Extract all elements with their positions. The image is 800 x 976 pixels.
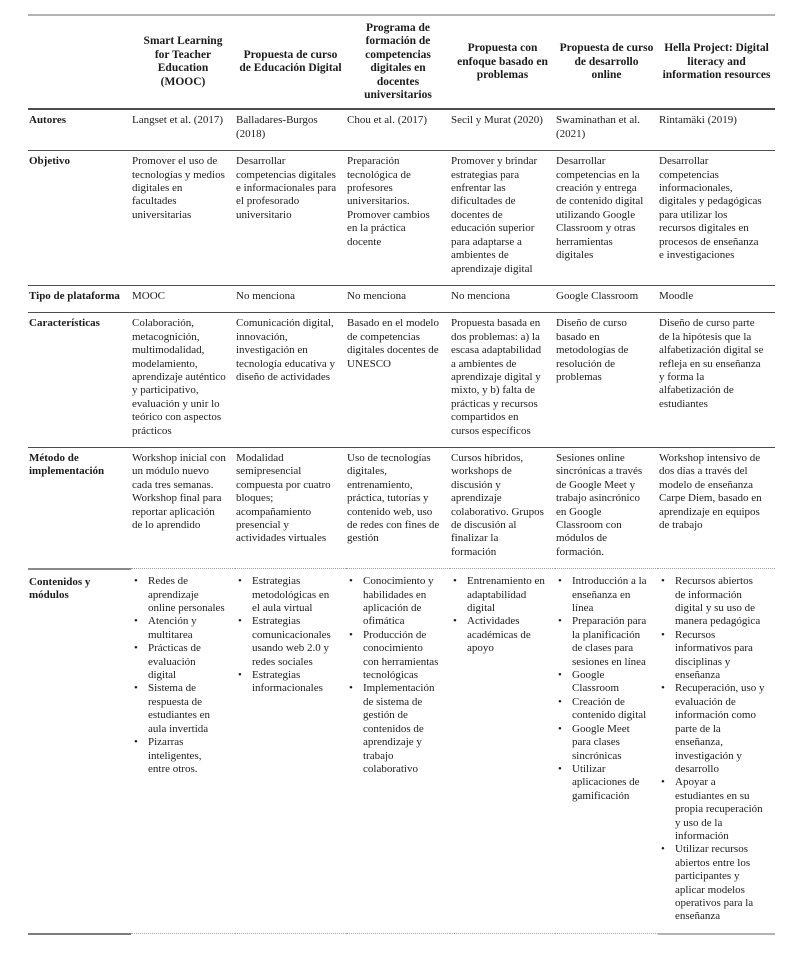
list-item: • Google Meet para clases sincrónicas [558, 722, 630, 762]
list-item: • Preparación para la planificación de clases para sesiones en línea [558, 615, 647, 668]
table-cell: Balladares-Burgos (2018) [236, 114, 318, 140]
bullet-marker: • [349, 575, 353, 588]
bullet-marker: • [453, 615, 457, 628]
bullet-marker: • [558, 762, 562, 775]
list-item: • Recursos informativos para disciplinas y enseñanza [661, 628, 753, 682]
list-item: • Estrategias informacionales [238, 669, 323, 695]
table-cell: Promover y brindar estrategias para enfrentar las dificultades de docentes de educación superior para adaptarse a ambientes de aprendizaje digital [450, 151, 555, 286]
table-row-autores [28, 109, 775, 150]
column-header-empty [28, 15, 131, 109]
table-cell: Propuesta basada en dos problemas: a) la escasa adaptabilidad a ambientes de aprendizaje digital y mixto, y b) falta de prácticas y recursos compartidos en cursos específicos [450, 313, 555, 448]
bullet-marker: • [661, 575, 665, 588]
list-item: • Prácticas de evaluación digital [134, 642, 201, 682]
table-cell: Cursos híbridos, workshops de discusión y aprendizaje colaborativo. Grupos de discusión al finalizar la formación [450, 447, 555, 568]
bullet-marker: • [558, 722, 562, 735]
list-item: • Utilizar recursos abiertos entre los participantes y aplicar modelos operativos para la enseñanza [661, 843, 754, 923]
table-header-row [28, 15, 775, 109]
bullet-marker: • [134, 575, 138, 588]
table-cell [131, 569, 235, 934]
table-cell: Secil y Murat (2020) [451, 114, 543, 127]
bullet-marker: • [661, 843, 665, 856]
comparison-table [28, 14, 775, 935]
bullet-marker: • [661, 776, 665, 789]
bullet-marker: • [134, 736, 138, 749]
list-item: • Actividades académicas de apoyo [453, 615, 531, 655]
row-label-tipo-plataforma: Tipo de plataforma [28, 285, 131, 312]
bullet-marker: • [349, 628, 353, 641]
list-item: • Creación de contenido digital [558, 695, 647, 722]
table-cell: Workshop inicial con un módulo nuevo cada tres semanas. Workshop final para reportar aplicación de lo aprendido [131, 447, 235, 568]
table-cell [450, 569, 555, 934]
table-cell: Langset et al. (2017) [132, 114, 224, 127]
list-item: • Implementación de sistema de gestión de contenidos de aprendizaje y trabajo colaborativo [349, 682, 435, 775]
table-cell: Basado en el modelo de competencias digitales docentes de UNESCO [346, 313, 450, 448]
row-label-metodo-implementacion: Método de implementación [28, 447, 131, 568]
list-item: • Conocimiento y habilidades en aplicación de ofimática [349, 575, 434, 628]
list-item: • Recuperación, uso y evaluación de información como parte de la enseñanza, investigación y desarrollo [661, 682, 765, 775]
table-row-contenidos-modulos [28, 569, 775, 934]
table-cell: MOOC [131, 285, 235, 312]
list-item: • Pizarras inteligentes, entre otros. [134, 736, 202, 775]
list-item: • Sistema de respuesta de estudiantes en aula invertida [134, 682, 211, 735]
table-cell: No menciona [450, 285, 555, 312]
list-item: • Utilizar aplicaciones de gamificación [558, 762, 640, 802]
column-header-programa-formacion: Programa de formación de competencias digitales en docentes universitarios [346, 15, 450, 109]
bullet-marker: • [134, 615, 138, 628]
column-header-enfoque-problemas: Propuesta con enfoque basado en problemas [450, 15, 555, 109]
column-header-desarrollo-online: Propuesta de curso de desarrollo online [555, 15, 658, 109]
list-item: • Entrenamiento en adaptabilidad digital [453, 575, 545, 615]
bullet-marker: • [453, 575, 457, 588]
table-cell: Uso de tecnologías digitales, entrenamiento, práctica, tutorías y contenido web, uso de redes con fines de gestión [346, 447, 450, 568]
bullet-marker: • [238, 669, 242, 682]
table-cell: Sesiones online sincrónicas a través de Google Meet y trabajo asincrónico en Google Classroom con módulos de formación. [555, 447, 658, 568]
bullet-marker: • [134, 682, 138, 695]
table-cell: Diseño de curso basado en metodologías de resolución de problemas [555, 313, 658, 448]
bullet-marker: • [134, 642, 138, 655]
table-cell: Colaboración, metacognición, multimodalidad, modelamiento, aprendizaje auténtico y participativo, evaluación y unir lo teórico con aspectos prácticos [131, 313, 235, 448]
list-item: • Estrategias comunicacionales usando web 2.0 y redes sociales [238, 615, 331, 668]
bullet-marker: • [558, 695, 562, 708]
list-item: • Google Classroom [558, 669, 620, 695]
list-item: • Recursos abiertos de información digital y su uso de manera pedagógica [661, 575, 761, 628]
table-cell: No menciona [235, 285, 346, 312]
bullet-marker: • [238, 575, 242, 588]
row-label-autores: Autores [29, 114, 67, 127]
table-cell [658, 569, 775, 934]
list-item: • Redes de aprendizaje online personales [134, 575, 225, 615]
table-row-metodo-implementacion [28, 447, 775, 568]
table-cell [235, 569, 346, 934]
comparison-table-container [28, 14, 775, 935]
table-cell: Workshop intensivo de dos días a través del modelo de enseñanza Carpe Diem, basado en aprendizaje en equipos de trabajo [658, 447, 775, 568]
table-cell: Chou et al. (2017) [347, 114, 428, 127]
table-row-objetivo [28, 151, 775, 286]
table-cell: Swaminathan et al. (2021) [556, 114, 641, 140]
column-header-hella-project: Hella Project: Digital literacy and information resources [658, 15, 775, 109]
cell-list [451, 575, 546, 655]
bullet-marker: • [558, 575, 562, 588]
table-cell: Modalidad semipresencial compuesta por cuatro bloques; acompañamiento presencial y actividades virtuales [235, 447, 346, 568]
cell-list [132, 575, 226, 776]
table-row-caracteristicas [28, 313, 775, 448]
table-cell: Moodle [658, 285, 775, 312]
table-cell: Rintamäki (2019) [659, 114, 737, 127]
list-item: • Producción de conocimiento con herramientas tecnológicas [349, 628, 439, 682]
cell-list [556, 575, 649, 803]
table-cell: Preparación tecnológica de profesores universitarios. Promover cambios en la práctica docente [346, 151, 450, 286]
cell-list [236, 575, 337, 696]
cell-list [659, 575, 766, 924]
list-item: • Apoyar a estudiantes en su propia recuperación y uso de la información [661, 776, 763, 842]
table-cell: Promover el uso de tecnologías y medios digitales en facultades universitarias [131, 151, 235, 286]
table-row-tipo-plataforma [28, 285, 775, 312]
bullet-marker: • [661, 682, 665, 695]
bullet-marker: • [349, 682, 353, 695]
list-item: • Atención y multitarea [134, 615, 197, 641]
bullet-marker: • [661, 628, 665, 641]
bullet-marker: • [238, 615, 242, 628]
table-cell [346, 569, 450, 934]
list-item: • Introducción a la enseñanza en línea [558, 575, 647, 615]
table-cell: No menciona [346, 285, 450, 312]
table-cell: Desarrollar competencias informacionales, digitales y pedagógicas para utilizar los recursos digitales en procesos de enseñanza e investigaciones [658, 151, 775, 286]
cell-list [347, 575, 441, 776]
table-cell: Google Classroom [555, 285, 658, 312]
bullet-marker: • [558, 615, 562, 628]
table-cell [555, 569, 658, 934]
row-label-contenidos-modulos: Contenidos y módulos [28, 569, 131, 934]
table-cell: Desarrollar competencias en la creación y entrega de contenido digital utilizando Google Classroom y otras herramientas digitales [555, 151, 658, 286]
table-cell: Desarrollar competencias digitales e informacionales para el profesorado universitario [235, 151, 346, 286]
table-cell: Diseño de curso parte de la hipótesis que la alfabetización digital se refleja en su enseñanza y forma la alfabetización de estudiantes [658, 313, 775, 448]
table-cell: Comunicación digital, innovación, investigación en tecnología educativa y diseño de actividades [235, 313, 346, 448]
bullet-marker: • [558, 669, 562, 682]
column-header-educacion-digital: Propuesta de curso de Educación Digital [235, 15, 346, 109]
column-header-smart-learning: Smart Learning for Teacher Education (MOOC) [131, 15, 235, 109]
list-item: • Estrategias metodológicas en el aula virtual [238, 575, 330, 615]
row-label-caracteristicas: Características [28, 313, 131, 448]
row-label-objetivo: Objetivo [28, 151, 131, 286]
